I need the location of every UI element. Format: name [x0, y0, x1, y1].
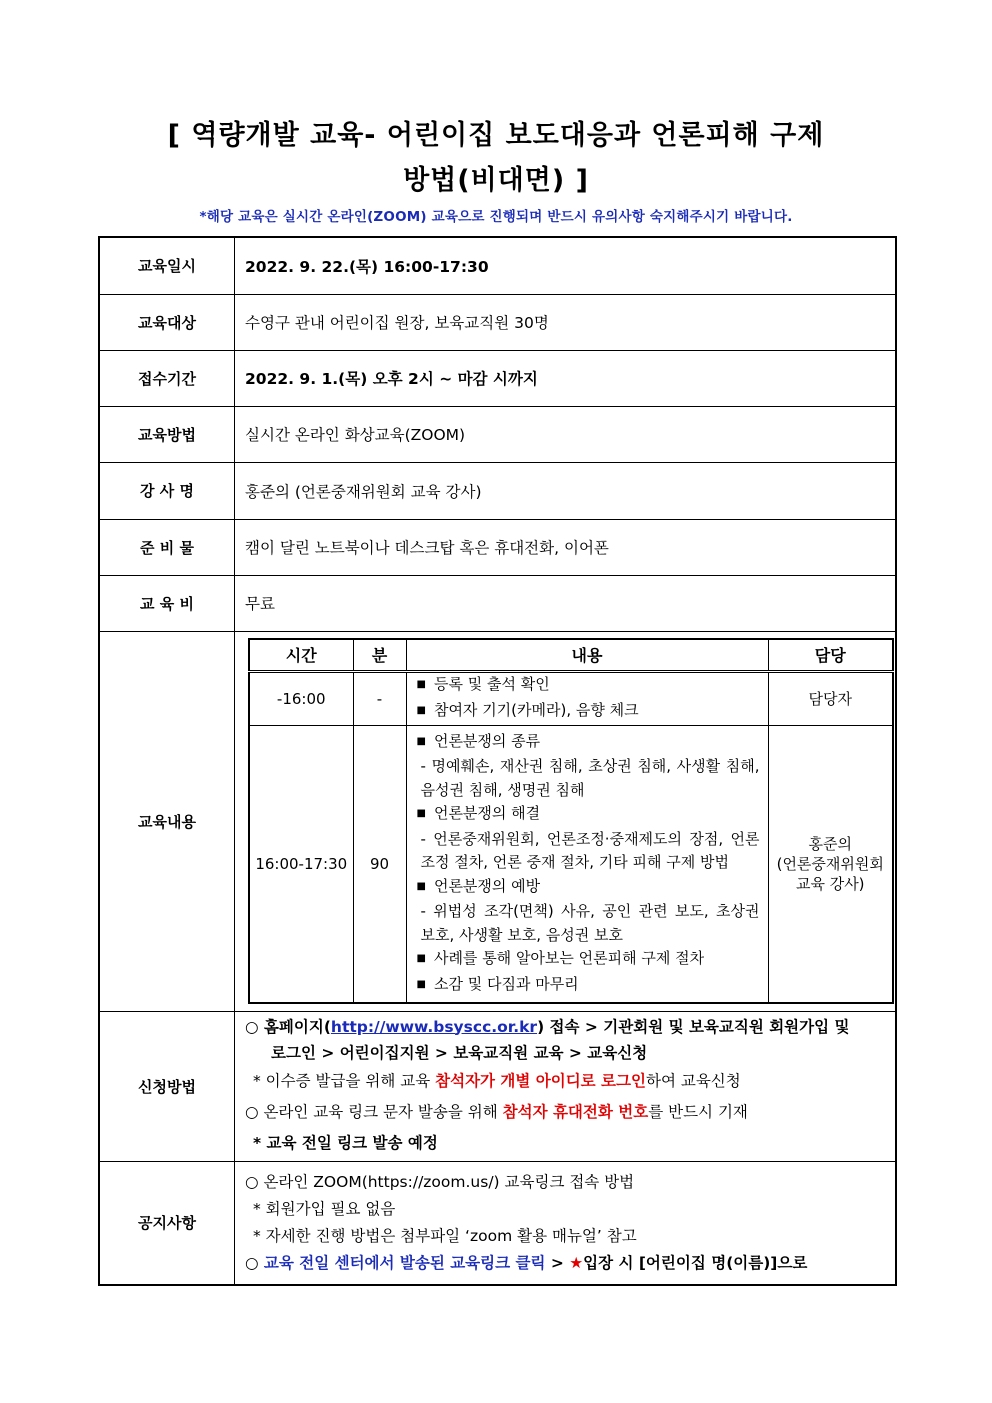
row1-minutes: - — [353, 671, 406, 725]
row-date — [99, 237, 896, 294]
schedule-table — [248, 638, 894, 1005]
row2-sub-3: - 위법성 조각(면책) 사유, 공인 관련 보도, 초상권 보호, 사생활 보호, 음성권 보호 — [420, 902, 760, 944]
apply-line-5: * 교육 전일 링크 발송 예정 — [253, 1133, 438, 1152]
notice-line-4-circle: ○ — [245, 1253, 264, 1272]
notice-line-3: * 자세한 진행 방법은 첨부파일 ‘zoom 활용 매뉴얼’ 참고 — [253, 1226, 637, 1245]
row-lecturer — [99, 462, 896, 519]
apply-line-1-prefix: ○ 홈페이지( — [245, 1017, 331, 1036]
row2-time: 16:00-17:30 — [249, 725, 353, 1003]
header-time: 시간 — [249, 639, 353, 672]
row2-content — [406, 725, 768, 1003]
notice-text: *해당 교육은 실시간 온라인(ZOOM) 교육으로 진행되며 반드시 유의사항 숙지해주시기 바랍니다. — [199, 209, 793, 225]
label-notice: 공지사항 — [99, 1161, 235, 1285]
label-date: 교육일시 — [99, 237, 235, 294]
row-period — [99, 350, 896, 406]
row-fee — [99, 575, 896, 631]
value-lecturer: 홍준의 (언론중재위원회 교육 강사) — [235, 462, 897, 519]
label-apply: 신청방법 — [99, 1011, 235, 1161]
label-period: 접수기간 — [99, 350, 235, 406]
label-supplies: 준 비 물 — [99, 519, 235, 575]
apply-line-2: 로그인 > 어린이집지원 > 보육교직원 교육 > 교육신청 — [271, 1043, 648, 1062]
row2-bullet-5: ■ 소감 및 다짐과 마무리 — [417, 973, 760, 999]
notice-line-4 — [245, 1250, 887, 1277]
apply-line-3 — [245, 1066, 887, 1097]
row1-content — [406, 671, 768, 725]
apply-line-3-a: * 이수증 발급을 위해 교육 — [253, 1071, 436, 1090]
row1-owner: 담당자 — [768, 671, 893, 725]
apply-line-4 — [245, 1097, 887, 1128]
apply-line-1-suffix: ) 접속 > 기관회원 및 보육교직원 회원가입 및 — [537, 1017, 850, 1036]
apply-line-3-b: 하여 교육신청 — [645, 1071, 741, 1090]
schedule-row-1 — [249, 671, 893, 725]
notice-line-4-rest: 입장 시 [어린이집 명(이름)]으로 — [583, 1253, 808, 1272]
row-target — [99, 294, 896, 350]
row-notice — [99, 1161, 896, 1285]
row2-minutes: 90 — [353, 725, 406, 1003]
title-line-2: 방법(비대면) ] — [403, 165, 589, 196]
row-content — [99, 631, 896, 1011]
label-lecturer: 강 사 명 — [99, 462, 235, 519]
row-supplies — [99, 519, 896, 575]
info-table — [98, 236, 897, 1286]
notice-line-4-blue: 교육 전일 센터에서 발송된 교육링크 클릭 — [263, 1253, 546, 1272]
label-content: 교육내용 — [99, 631, 235, 1011]
row2-sub-1: - 명예훼손, 재산권 침해, 초상권 침해, 사생활 침해, 음성권 침해, 생명권 침해 — [420, 757, 760, 799]
notice-line-1: ○ 온라인 ZOOM(https://zoom.us/) 교육링크 접속 방법 — [245, 1172, 635, 1191]
row2-bullet-3: ■ 언론분쟁의 예방 — [417, 875, 760, 901]
label-method: 교육방법 — [99, 406, 235, 462]
title-line-1: [ 역량개발 교육- 어린이집 보도대응과 언론피해 구제 — [167, 120, 825, 151]
header-owner: 담당 — [768, 639, 893, 672]
value-fee: 무료 — [235, 575, 897, 631]
row2-bullet-4: ■ 사례를 통해 알아보는 언론피해 구제 절차 — [417, 947, 760, 973]
notice-cell — [235, 1161, 897, 1285]
content-cell — [235, 631, 897, 1011]
notice-line-2: * 회원가입 필요 없음 — [253, 1199, 396, 1218]
notice-line-4-gt: > — [545, 1253, 570, 1272]
row-method — [99, 406, 896, 462]
star-icon: ★ — [569, 1253, 584, 1272]
row2-bullet-1: ■ 언론분쟁의 종류 — [417, 730, 760, 756]
row1-time: -16:00 — [249, 671, 353, 725]
header-content: 내용 — [406, 639, 768, 672]
apply-line-4-red: 참석자 휴대전화 번호 — [502, 1102, 649, 1121]
header-minutes: 분 — [353, 639, 406, 672]
value-method: 실시간 온라인 화상교육(ZOOM) — [235, 406, 897, 462]
label-fee: 교 육 비 — [99, 575, 235, 631]
value-period: 2022. 9. 1.(목) 오후 2시 ~ 마감 시까지 — [235, 350, 897, 406]
value-target: 수영구 관내 어린이집 원장, 보육교직원 30명 — [235, 294, 897, 350]
row1-item-2: ■ 참여자 기기(카메라), 음향 체크 — [417, 699, 760, 725]
schedule-row-2 — [249, 725, 893, 1003]
homepage-link[interactable]: http://www.bsyscc.or.kr — [330, 1017, 538, 1036]
apply-cell — [235, 1011, 897, 1161]
value-date: 2022. 9. 22.(목) 16:00-17:30 — [235, 237, 897, 294]
row-apply — [99, 1011, 896, 1161]
value-supplies: 캠이 달린 노트북이나 데스크탑 혹은 휴대전화, 이어폰 — [235, 519, 897, 575]
label-target: 교육대상 — [99, 294, 235, 350]
apply-line-4-b: 를 반드시 기재 — [648, 1102, 748, 1121]
row2-sub-2: - 언론중재위원회, 언론조정·중재제도의 장점, 언론조정 절차, 언론 중재 절차, 기타 피해 구제 방법 — [420, 829, 760, 872]
schedule-header-row — [249, 639, 893, 672]
apply-line-1 — [245, 1014, 887, 1040]
apply-line-4-a: ○ 온라인 교육 링크 문자 발송을 위해 — [245, 1102, 503, 1121]
apply-line-3-red: 참석자가 개별 아이디로 로그인 — [435, 1071, 646, 1090]
row2-owner: 홍준의 (언론중재위원회 교육 강사) — [768, 725, 893, 1003]
row1-item-1: ■ 등록 및 출석 확인 — [417, 673, 760, 699]
row2-bullet-2: ■ 언론분쟁의 해결 — [417, 802, 760, 828]
